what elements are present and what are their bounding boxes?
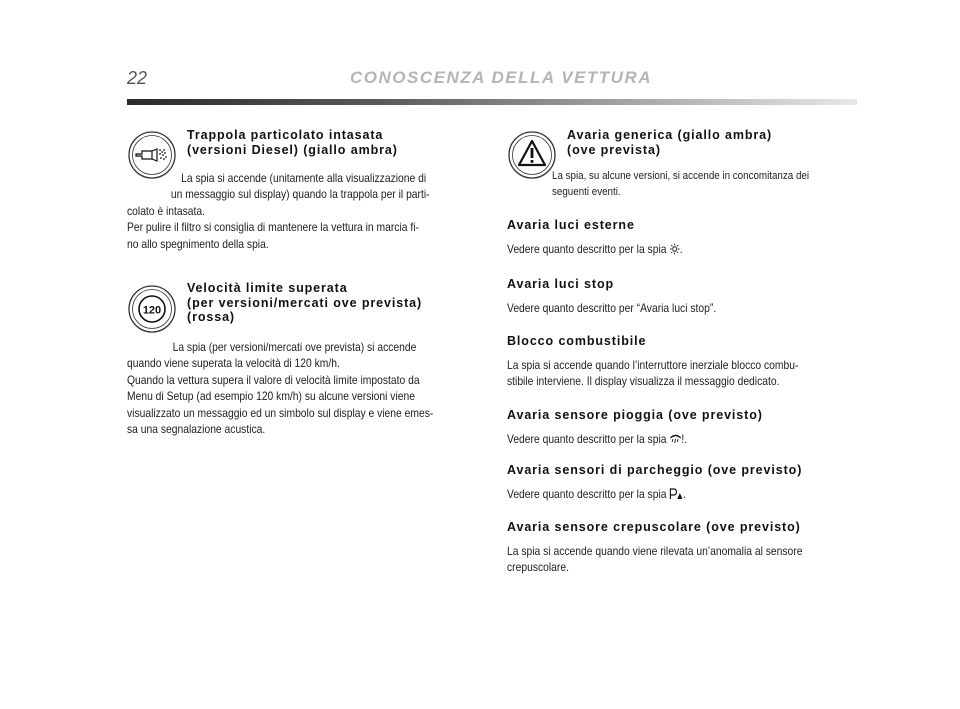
section-line-2: stibile interviene. Il display visualizza il messaggio dedicato. <box>507 373 780 388</box>
section-rain-sensor <box>507 408 857 449</box>
speed-line-6: sa una segnalazione acustica. <box>127 422 266 437</box>
section-heading: Avaria sensore crepuscolare (ove previsto) <box>507 520 801 534</box>
section-suffix: . <box>679 241 683 256</box>
section-line-2: crepuscolare. <box>507 559 569 574</box>
speed-heading-line1: Velocità limite superata <box>187 281 348 295</box>
generic-body <box>552 168 857 201</box>
running-title: CONOSCENZA DELLA VETTURA <box>350 68 653 87</box>
generic-heading <box>567 128 867 157</box>
section-twilight-sensor <box>507 520 857 575</box>
speed-heading <box>187 281 487 325</box>
section-exterior-lights <box>507 218 857 259</box>
trap-line-4: Per pulire il filtro si consiglia di mantenere la vettura in marcia fi- <box>127 220 419 235</box>
section-line-1: La spia si accende quando l’interruttore inerziale blocco combu- <box>507 357 799 372</box>
section-text: Vedere quanto descritto per la spia <box>507 431 667 446</box>
trap-body <box>127 170 477 252</box>
section-suffix: !. <box>681 431 688 446</box>
generic-line-2: seguenti eventi. <box>552 186 621 199</box>
section-text: Vedere quanto descritto per la spia <box>507 241 667 256</box>
speed-body <box>127 339 477 437</box>
section-heading: Avaria sensori di parcheggio (ove previsto) <box>507 463 803 477</box>
header-rule <box>127 99 857 105</box>
trap-line-3: colato è intasata. <box>127 203 206 218</box>
section-stop-lights <box>507 277 857 316</box>
section-suffix: . <box>683 486 687 501</box>
rain-sensor-icon <box>669 433 681 449</box>
page-number: 22 <box>127 68 148 88</box>
section-text: Vedere quanto descritto per la spia <box>507 486 667 501</box>
speed-limit-icon <box>127 284 177 339</box>
trap-line-1: La spia si accende (unitamente alla visualizzazione di <box>181 171 427 185</box>
section-parking-sensors <box>507 463 857 504</box>
section-heading: Blocco combustibile <box>507 334 647 348</box>
section-heading: Avaria sensore pioggia (ove previsto) <box>507 408 763 422</box>
speed-line-5: visualizzato un messaggio ed un simbolo sul display e viene emes- <box>127 405 434 420</box>
section-line-1: La spia si accende quando viene rilevata un’anomalia al sensore <box>507 543 803 558</box>
speed-limit-value: 120 <box>142 304 162 317</box>
trap-line-5: no allo spegnimento della spia. <box>127 236 269 251</box>
speed-line-4: Menu di Setup (ad esempio 120 km/h) su alcune versioni viene <box>127 389 415 404</box>
bulb-icon <box>669 243 679 259</box>
generic-heading-line1: Avaria generica (giallo ambra) <box>567 128 773 142</box>
generic-heading-line2: (ove prevista) <box>567 142 661 157</box>
speed-line-3: Quando la vettura supera il valore di velocità limite impostato da <box>127 372 420 387</box>
section-fuel-cutoff <box>507 334 857 389</box>
section-heading: Avaria luci stop <box>507 277 615 291</box>
trap-heading-line1: Trappola particolato intasata <box>187 128 384 142</box>
speed-line-1: La spia (per versioni/mercati ove prevista) si accende <box>172 340 417 354</box>
trap-heading-line2: (versioni Diesel) (giallo ambra) <box>187 142 398 157</box>
speed-heading-line3: (rossa) <box>187 310 235 324</box>
section-text: Vedere quanto descritto per “Avaria luci stop”. <box>507 300 717 315</box>
speed-line-2: quando viene superata la velocità di 120 km/h. <box>127 356 340 371</box>
section-heading: Avaria luci esterne <box>507 218 635 232</box>
parking-sensor-icon <box>669 488 683 504</box>
generic-line-1: La spia, su alcune versioni, si accende in concomitanza dei <box>552 170 810 182</box>
warning-triangle-icon <box>507 130 557 185</box>
trap-heading <box>187 128 487 157</box>
speed-heading-line2: (per versioni/mercati ove prevista) <box>187 295 423 310</box>
trap-line-2: un messaggio sul display) quando la trappola per il parti- <box>170 187 430 202</box>
